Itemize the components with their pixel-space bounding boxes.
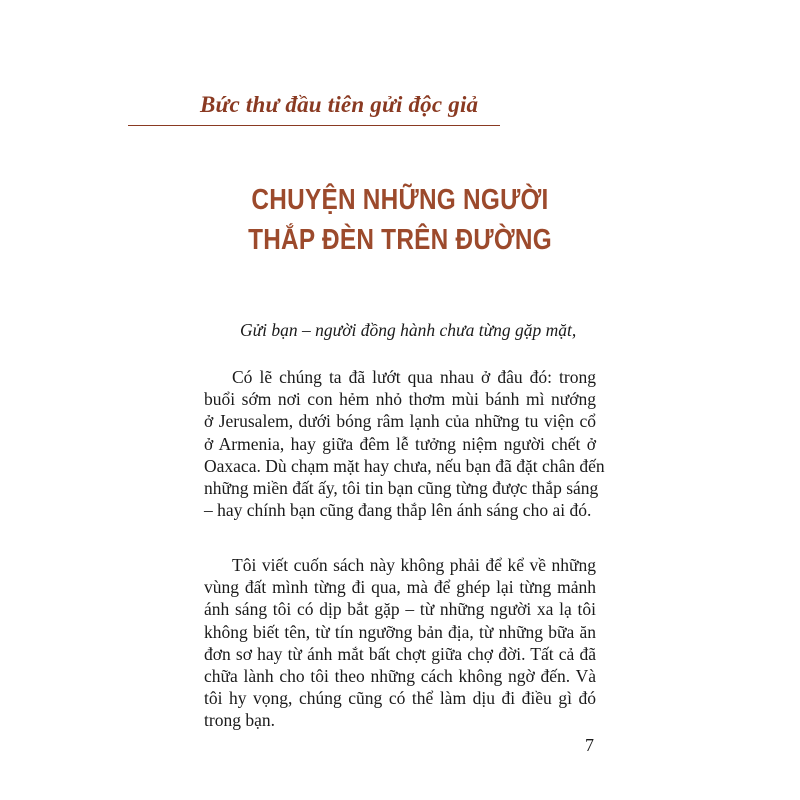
paragraph-line: đơn sơ hay từ ánh mắt bất chợt giữa chợ đời. Tất cả đã	[204, 643, 596, 664]
paragraph-line: – hay chính bạn cũng đang thắp lên ánh sáng cho ai đó.	[204, 500, 592, 521]
chapter-title-line-2: THẮP ĐÈN TRÊN ĐƯỜNG	[248, 224, 552, 256]
paragraph-line: buổi sớm nơi con hẻm nhỏ thơm mùi bánh mì nướng	[204, 389, 596, 410]
chapter-title-line-1: CHUYỆN NHỮNG NGƯỜI	[251, 184, 549, 216]
paragraph-line: ánh sáng tôi có dịp bắt gặp – từ những người xa lạ tôi	[204, 599, 596, 620]
page-number: 7	[585, 735, 594, 755]
paragraph-line: Tôi viết cuốn sách này không phải để kể về những	[232, 555, 596, 575]
paragraph-line: ở Jerusalem, dưới bóng râm lạnh của những tu viện cổ	[204, 411, 596, 432]
paragraph-2	[204, 554, 596, 732]
salutation: Gửi bạn – người đồng hành chưa từng gặp mặt,	[240, 320, 577, 340]
paragraph-line: trong bạn.	[204, 710, 275, 731]
paragraph-line: Oaxaca. Dù chạm mặt hay chưa, nếu bạn đã đặt chân đến	[204, 455, 605, 476]
chapter-title	[160, 180, 640, 260]
section-label: Bức thư đầu tiên gửi độc giả	[200, 92, 479, 117]
paragraph-line: không biết tên, từ tín ngưỡng bản địa, từ những bữa ăn	[204, 621, 596, 642]
paragraph-line: Có lẽ chúng ta đã lướt qua nhau ở đâu đó: trong	[232, 367, 596, 387]
paragraph-1	[204, 366, 605, 521]
header-rule	[128, 125, 500, 126]
paragraph-line: ở Armenia, hay giữa đêm lễ tưởng niệm người chết ở	[204, 433, 596, 454]
paragraph-line: chữa lành cho tôi theo những cách không ngờ đến. Và	[204, 665, 596, 686]
paragraph-line: vùng đất mình từng đi qua, mà để ghép lại từng mảnh	[204, 577, 596, 598]
paragraph-line: những miền đất ấy, tôi tin bạn cũng từng được thắp sáng	[204, 477, 599, 498]
paragraph-line: tôi hy vọng, chúng cũng có thể làm dịu đi điều gì đó	[204, 688, 596, 709]
